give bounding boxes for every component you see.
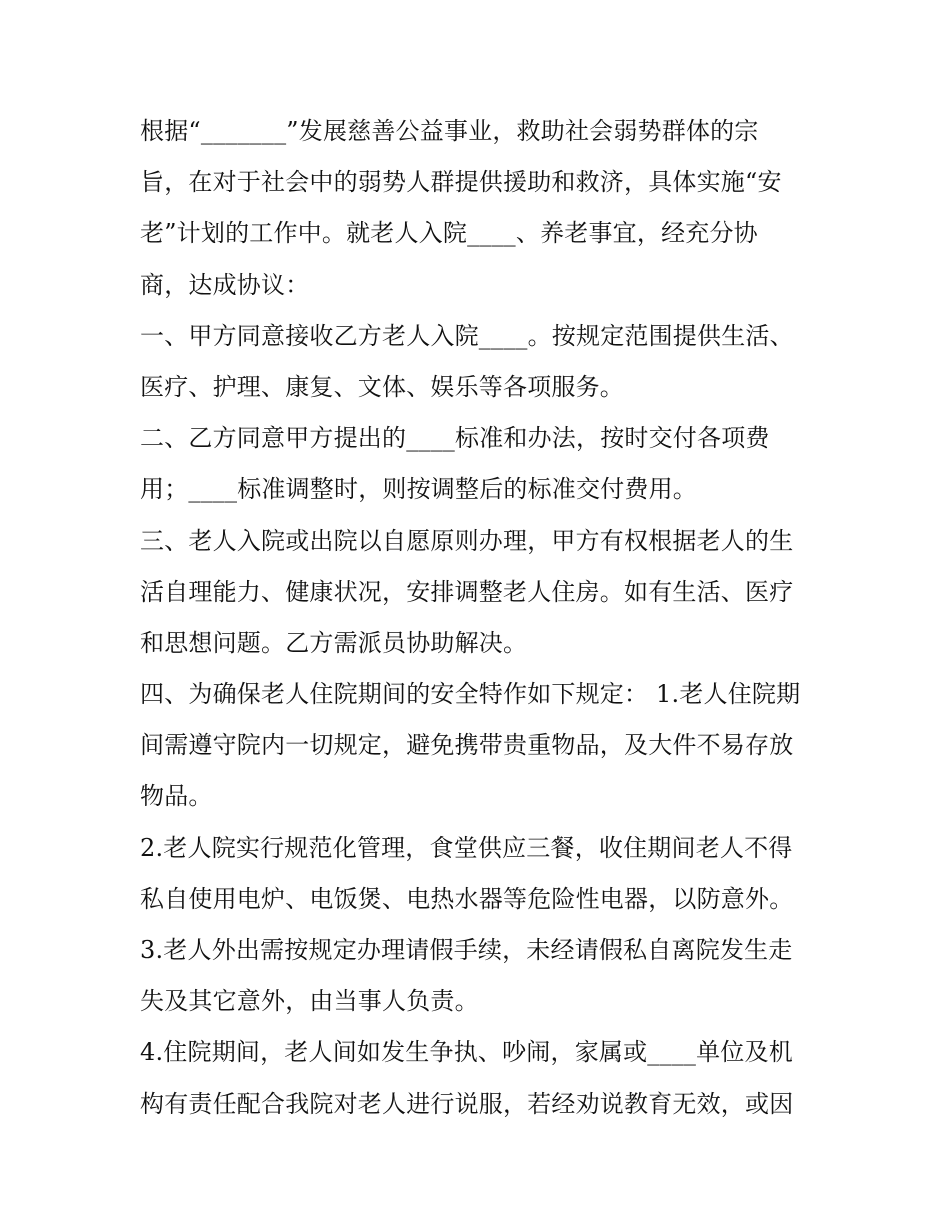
text-line: 医疗、护理、康复、文体、娱乐等各项服务。: [140, 372, 624, 401]
text-line: 4.住院期间，老人间如发生争执、吵闹，家属或____单位及机: [140, 1038, 793, 1067]
text-line: 根据“_______”发展慈善公益事业，救助社会弱势群体的宗: [140, 117, 759, 145]
text-line: 构有责任配合我院对老人进行说服，若经劝说教育无效，或因: [140, 1089, 794, 1118]
text-line: 三、老人入院或出院以自愿原则办理，甲方有权根据老人的生: [140, 526, 794, 555]
text-line: 和思想问题。乙方需派员协助解决。: [140, 628, 528, 657]
document-page: [140, 106, 820, 1130]
text-line: 一、甲方同意接收乙方老人入院____。按规定范围提供生活、: [140, 321, 794, 350]
text-line: 四、为确保老人住院期间的安全特作如下规定： 1.老人住院期: [140, 680, 801, 709]
text-line: 老”计划的工作中。就老人入院____、养老事宜，经充分协: [140, 219, 758, 248]
text-line: 失及其它意外，由当事人负责。: [140, 987, 479, 1016]
text-line: 二、乙方同意甲方提出的____标准和办法，按时交付各项费: [140, 424, 770, 453]
text-line: 旨，在对于社会中的弱势人群提供援助和救济，具体实施“安: [140, 168, 782, 197]
text-line: 物品。: [140, 782, 213, 811]
text-line: 活自理能力、健康状况，安排调整老人住房。如有生活、医疗: [140, 577, 794, 606]
text-line: 用；____标准调整时，则按调整后的标准交付费用。: [140, 475, 697, 504]
text-line: 私自使用电炉、电饭煲、电热水器等危险性电器，以防意外。: [140, 884, 794, 913]
text-line: 间需遵守院内一切规定，避免携带贵重物品，及大件不易存放: [140, 731, 794, 760]
text-line: 3.老人外出需按规定办理请假手续，未经请假私自离院发生走: [140, 936, 793, 964]
text-line: 商，达成协议：: [140, 270, 310, 299]
text-line: 2.老人院实行规范化管理，食堂供应三餐，收住期间老人不得: [140, 833, 793, 862]
